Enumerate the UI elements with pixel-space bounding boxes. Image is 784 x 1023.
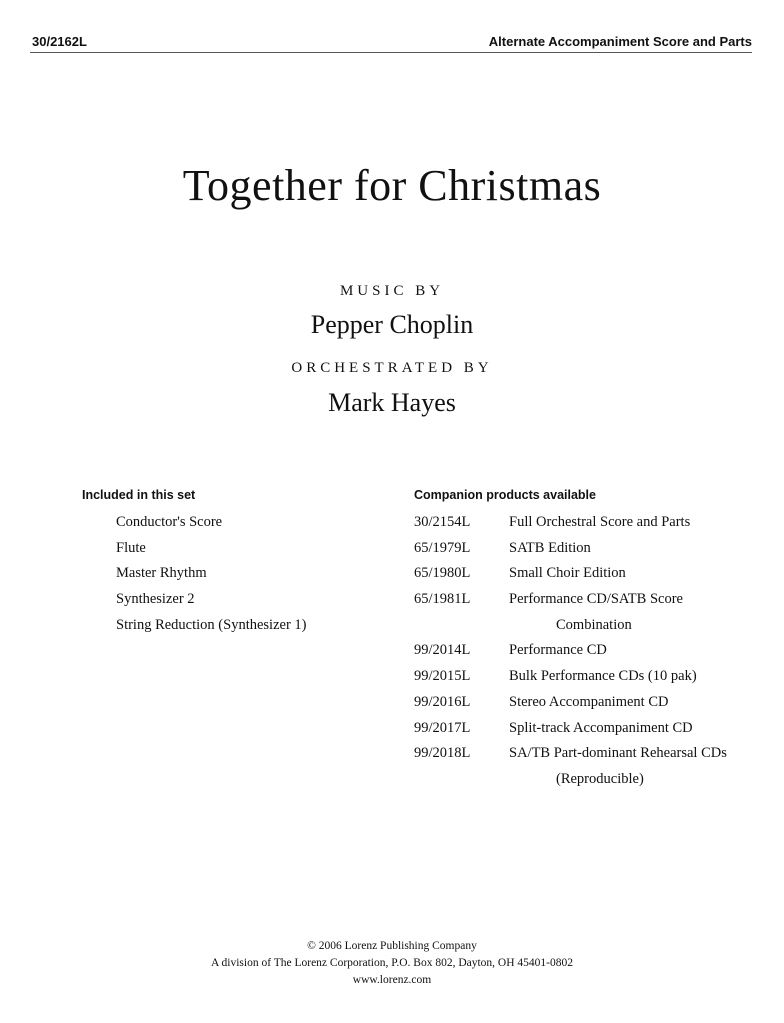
included-list <box>116 511 306 639</box>
orchestrator-name: Mark Hayes <box>328 388 456 417</box>
product-code: 30/2154L <box>414 514 471 530</box>
catalog-number: 30/2162L <box>32 34 87 49</box>
companion-row-continuation <box>414 768 764 794</box>
companion-heading: Companion products available <box>414 488 596 502</box>
header-subtitle: Alternate Accompaniment Score and Parts <box>488 34 752 49</box>
companion-row <box>414 562 764 588</box>
page-title: Together for Christmas <box>182 161 602 210</box>
companion-list <box>414 511 764 794</box>
publisher-address: A division of The Lorenz Corporation, P.O. Box 802, Dayton, OH 45401-0802 <box>210 957 573 969</box>
publisher-website: www.lorenz.com <box>352 974 432 986</box>
product-code: 65/1981L <box>414 591 471 608</box>
product-code: 99/2017L <box>414 719 471 736</box>
included-item: Conductor's Score <box>116 514 223 530</box>
copyright-line: © 2006 Lorenz Publishing Company <box>307 940 477 952</box>
companion-row <box>414 639 764 665</box>
included-item: Synthesizer 2 <box>116 591 195 608</box>
product-description: SATB Edition <box>509 539 591 556</box>
product-description: (Reproducible) <box>556 770 644 787</box>
included-item: Flute <box>116 539 146 556</box>
product-code: 99/2014L <box>414 642 471 659</box>
product-description: Combination <box>556 616 632 633</box>
product-description: Performance CD <box>509 642 607 659</box>
companion-row <box>414 742 764 768</box>
orchestrated-by-label: ORCHESTRATED BY <box>291 360 493 376</box>
companion-row-continuation <box>414 614 764 640</box>
product-description: Stereo Accompaniment CD <box>509 693 669 710</box>
music-by-label: MUSIC BY <box>339 283 445 299</box>
companion-row <box>414 511 764 537</box>
product-description: Full Orchestral Score and Parts <box>509 514 691 530</box>
product-description: Bulk Performance CDs (10 pak) <box>509 668 697 685</box>
companion-row <box>414 537 764 563</box>
product-description: Small Choir Edition <box>509 565 626 582</box>
publisher-footer <box>0 938 784 989</box>
product-code: 65/1979L <box>414 539 471 556</box>
product-code: 99/2018L <box>414 745 471 762</box>
companion-row <box>414 717 764 743</box>
page-header <box>30 34 752 52</box>
included-item: String Reduction (Synthesizer 1) <box>116 616 307 633</box>
product-code: 99/2016L <box>414 693 471 710</box>
composer-name: Pepper Choplin <box>310 310 474 339</box>
header-rule <box>30 52 752 53</box>
product-code: 99/2015L <box>414 668 471 685</box>
product-description: Performance CD/SATB Score <box>509 591 683 608</box>
companion-row <box>414 588 764 614</box>
included-heading: Included in this set <box>82 488 196 502</box>
companion-row <box>414 665 764 691</box>
product-description: SA/TB Part-dominant Rehearsal CDs <box>509 745 727 762</box>
companion-row <box>414 691 764 717</box>
product-description: Split-track Accompaniment CD <box>509 719 693 736</box>
product-code: 65/1980L <box>414 565 471 582</box>
included-item: Master Rhythm <box>116 565 207 582</box>
